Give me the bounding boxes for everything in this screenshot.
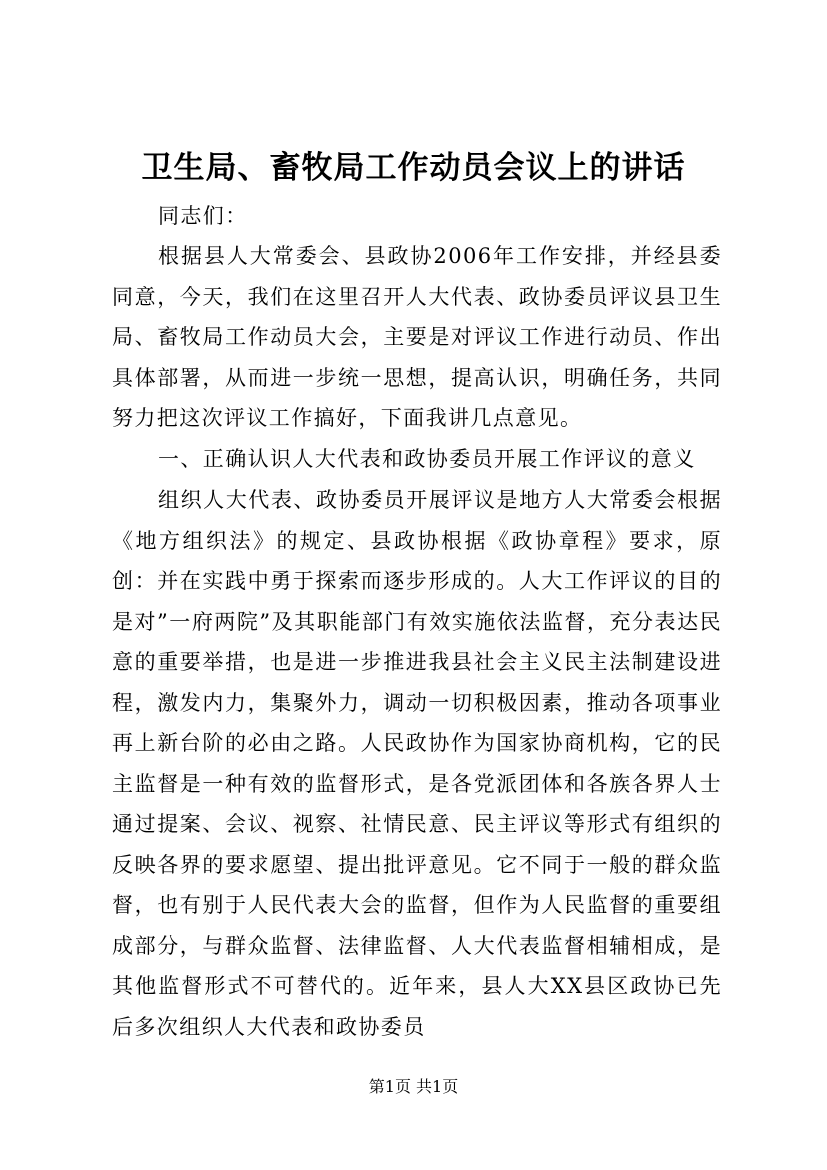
salutation	[112, 196, 722, 237]
section-paragraph: 组织人大代表、政协委员开展评议是地方人大常委会根据《地方组织法》的规定、县政协根据《政协章程》要求，原创：并在实践中勇于探索而逐步形成的。人大工作评议的目的是对”一府两院”及其职能部门有效实施依法监督，充分表达民意的重要举措，也是进一步推进我县社会主义民主法制建设进程，激发内力，集聚外力，调动一切积极因素，推动各项事业再上新台阶的必由之路。人民政协作为国家协商机构，它的民主监督是一种有效的监督形式，是各党派团体和各族各界人士通过提案、会议、视察、社情民意、民主评议等形式有组织的反映各界的要求愿望、提出批评意见。它不同于一般的群众监督，也有别于人民代表大会的监督，但作为人民监督的重要组成部分，与群众监督、法律监督、人大代表监督相辅相成，是其他监督形式不可替代的。近年来，县人大XX县区政协已先后多次组织人大代表和政协委员	[112, 488, 722, 1039]
document-title: 卫生局、畜牧局工作动员会议上的讲话	[141, 150, 686, 186]
page-footer: 第1页 共1页	[368, 1077, 459, 1096]
section-heading: 一、正确认识人大代表和政协委员开展工作评议的意义	[158, 447, 696, 471]
salutation-text: 同志们：	[158, 204, 248, 228]
opening-paragraph: 根据县人大常委会、县政协2006年工作安排，并经县委同意，今天，我们在这里召开人大代表、政协委员评议县卫生局、畜牧局工作动员大会，主要是对评议工作进行动员、作出具体部署，从而进一步统一思想，提高认识，明确任务，共同努力把这次评议工作搞好，下面我讲几点意见。	[112, 244, 722, 430]
